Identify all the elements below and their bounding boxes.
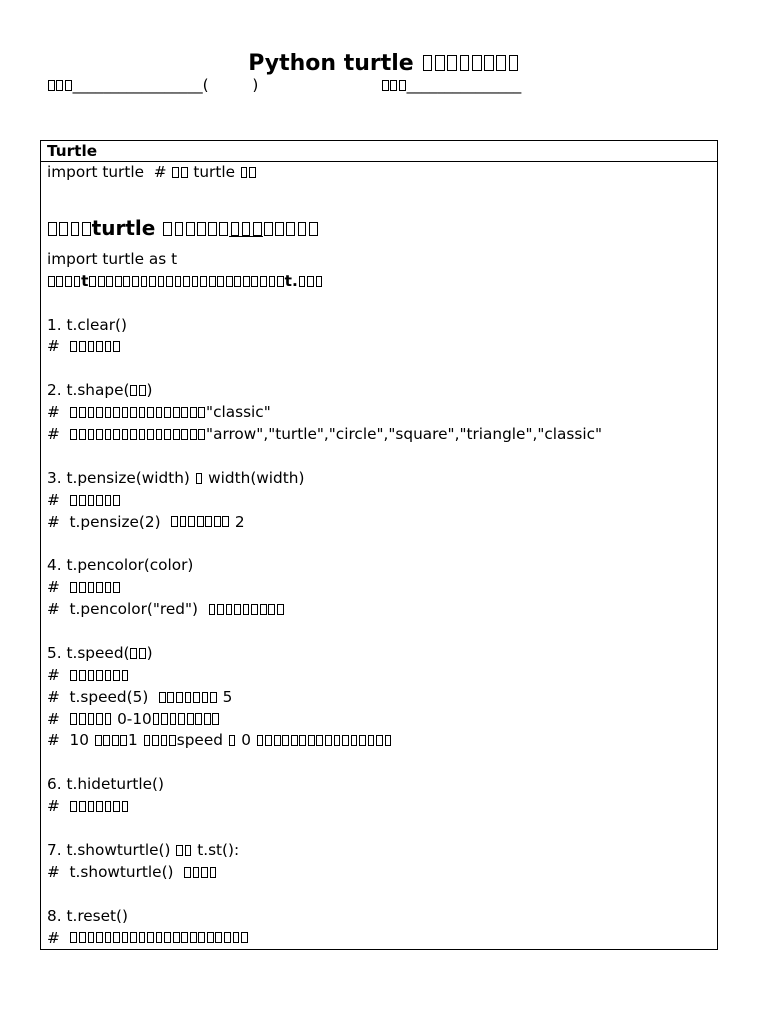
section-heading-underlined [229,216,263,240]
function-signature: 8. t.reset() [47,906,128,925]
name-field-label: _________________( ) [47,74,258,96]
function-comment: # 10 1 speed 0 [47,730,711,752]
function-comment: # [47,490,711,512]
table-body [41,162,717,949]
function-comment: # [47,796,711,818]
function-comment: # "classic" [47,403,271,422]
import-module-line: import turtle # turtle [47,162,711,184]
function-signature: 7. t.showturtle() t.st(): [47,840,240,859]
turtle-reference-table [40,140,718,950]
function-comment: # t.showturtle() [47,862,711,884]
function-comment: # [47,665,711,687]
function-signature: 3. t.pensize(width) width(width) [47,468,305,487]
function-signature: 1. t.clear() [47,315,127,334]
function-comment: # [47,928,711,950]
function-comment: # 0-10 [47,709,711,731]
function-comment: # t.pensize(2) 2 [47,512,245,531]
function-item [47,380,711,446]
function-item [47,555,711,621]
function-item [47,906,711,950]
function-list [47,315,711,950]
page-title: Python turtle [0,50,768,78]
import-alias-line: import turtle as t [47,249,178,268]
function-comment: # t.pencolor("red") [47,599,711,621]
function-signature: 5. t.speed( ) [47,643,153,662]
section-heading-end [263,216,319,240]
function-signature: 4. t.pencolor(color) [47,556,194,575]
function-signature: 2. t.shape( ) [47,381,153,400]
function-comment: # "arrow","turtle","circle","square","triangle","classic" [47,425,603,444]
function-item [47,468,711,534]
section-heading [47,215,711,241]
function-comment: # t.speed(5) 5 [47,687,233,706]
function-item [47,840,711,884]
section-heading-start: turtle [47,216,229,240]
number-field-label: _______________ [381,74,521,96]
function-comment: # [47,336,711,358]
usage-note: t t. [47,271,711,293]
function-item [47,774,711,818]
function-item [47,315,711,359]
function-comment: # [47,577,711,599]
table-header: Turtle [41,141,717,162]
function-item [47,643,711,752]
function-signature: 6. t.hideturtle() [47,775,164,794]
